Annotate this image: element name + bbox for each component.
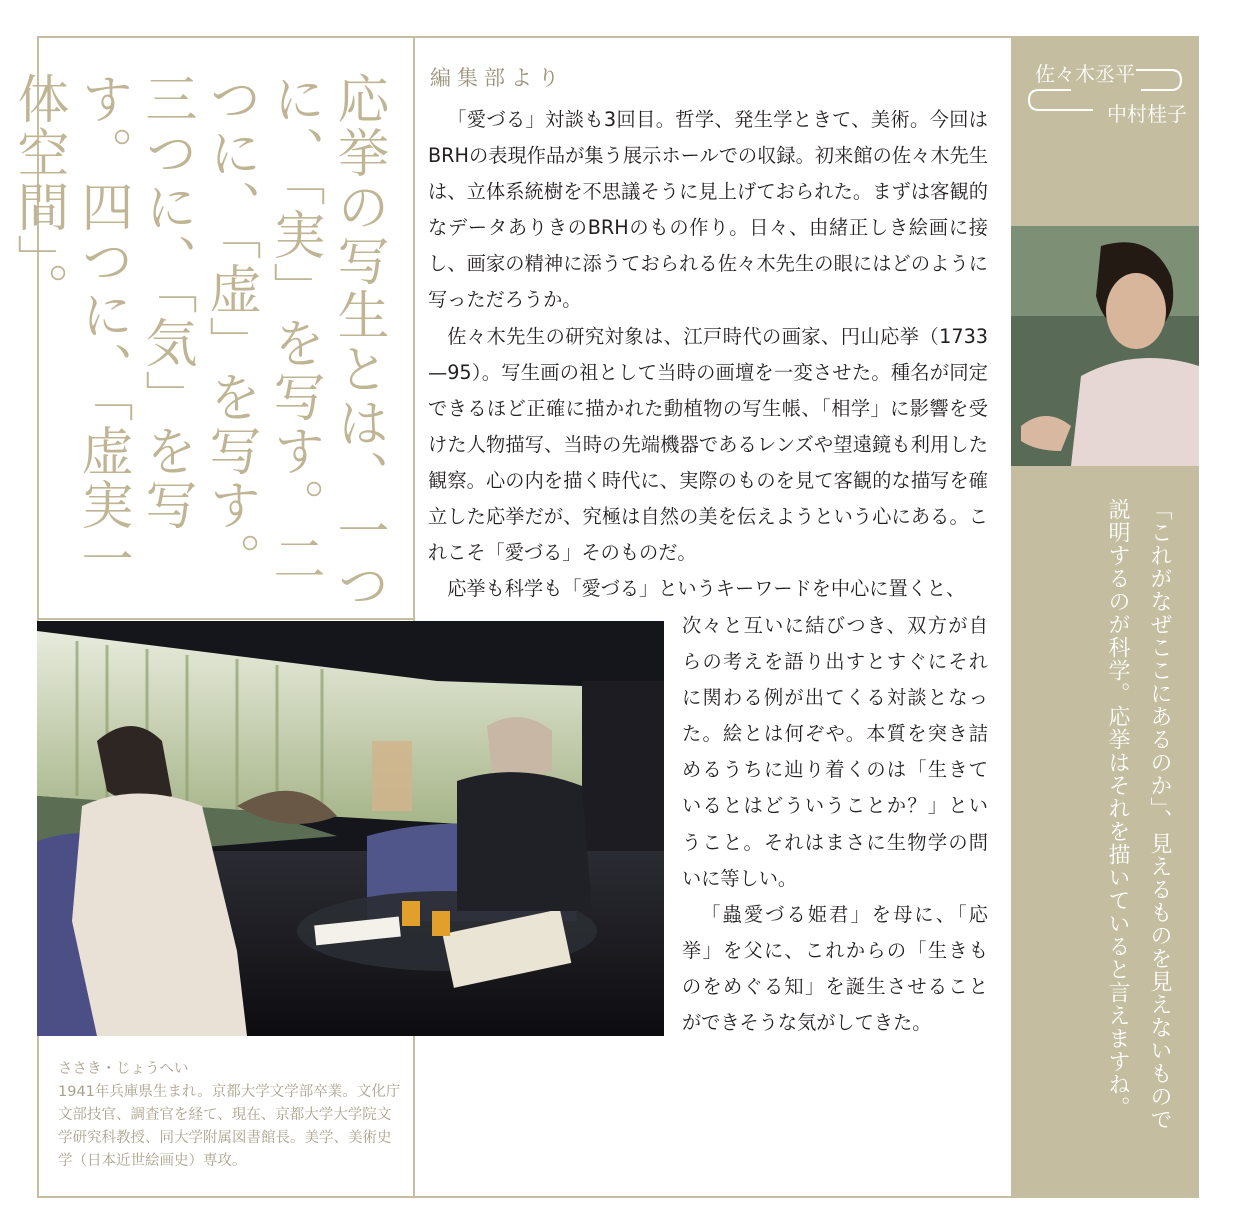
speaker-name-sasaki: 佐々木丞平 xyxy=(1035,62,1135,86)
paragraph: 「愛づる」対談も3回目。哲学、発生学ときて、美術。今回はBRHの表現作品が集う展示ホールでの収録。初来館の佐々木先生は、立体系統樹を不思議そうに見上げておられた。まずは客観的なデータありきのBRHのもの作り。日々、由緒正しき絵画に接し、画家の精神に添うておられる佐々木先生の眼にはどのように写っただろうか。 xyxy=(428,108,988,312)
paragraph: 次々と互いに結びつき、双方が自らの考えを語り出すとすぐにそれに関わる例が出てくる対談となった。絵とは何ぞや。本質を突き詰めるうちに辿り着くのは「生きているとはどういうことか？」ということ。それはまさに生物学の問いに等しい。 xyxy=(682,614,988,890)
headline-divider xyxy=(37,618,415,620)
profile-text: 1941年兵庫県生まれ。京都大学文学部卒業。文化庁文部技官、調査官を経て、現在、京都大学大学院文学研究科教授、同大学附属図書館長。美学、美術史学（日本近世絵画史）専攻。 xyxy=(58,1084,401,1169)
speaker-names xyxy=(1011,36,1199,224)
editor-body xyxy=(428,102,988,607)
profile-name-kana: ささき・じょうへい xyxy=(58,1061,189,1077)
paragraph: 応挙も科学も「愛づる」というキーワードを中心に置くと、 xyxy=(447,577,966,601)
headline: 応挙の写生とは、一つに、「実」を写す。二つに、「虚」を写す。三つに、「気」を写す。四つに、「虚実一体空間」。 xyxy=(8,72,388,612)
pull-quote: 「これがなぜここにあるのか」、見えるものを見えないもので説明するのが科学。応挙はそれを描いていると言えますね。 xyxy=(1105,498,1172,1131)
paragraph: 佐々木先生の研究対象は、江戸時代の画家、円山応挙（1733—95）。写生画の祖として当時の画壇を一変させた。種名が同定できるほど正確に描かれた動植物の写生帳、「相学」に影響を受けた人物描写、当時の先端機器であるレンズや望遠鏡も利用した観察。心の内を描く時代に、実際のものを見て客観的な描写を確立した応挙だが、究極は自然の美を伝えようという心にある。これこそ「愛づる」そのものだ。 xyxy=(428,324,988,565)
interview-photo xyxy=(37,621,664,1036)
editor-label: 編集部より xyxy=(430,66,565,90)
portrait-photo xyxy=(1011,226,1199,466)
speaker-name-nakamura: 中村桂子 xyxy=(1107,102,1187,126)
editor-body-narrow xyxy=(682,608,988,1041)
paragraph: 「蟲愛づる姫君」を母に、「応挙」を父に、これからの「生きものをめぐる知」を誕生させることができそうな気がしてきた。 xyxy=(682,902,988,1035)
profile-bio xyxy=(58,1058,403,1173)
